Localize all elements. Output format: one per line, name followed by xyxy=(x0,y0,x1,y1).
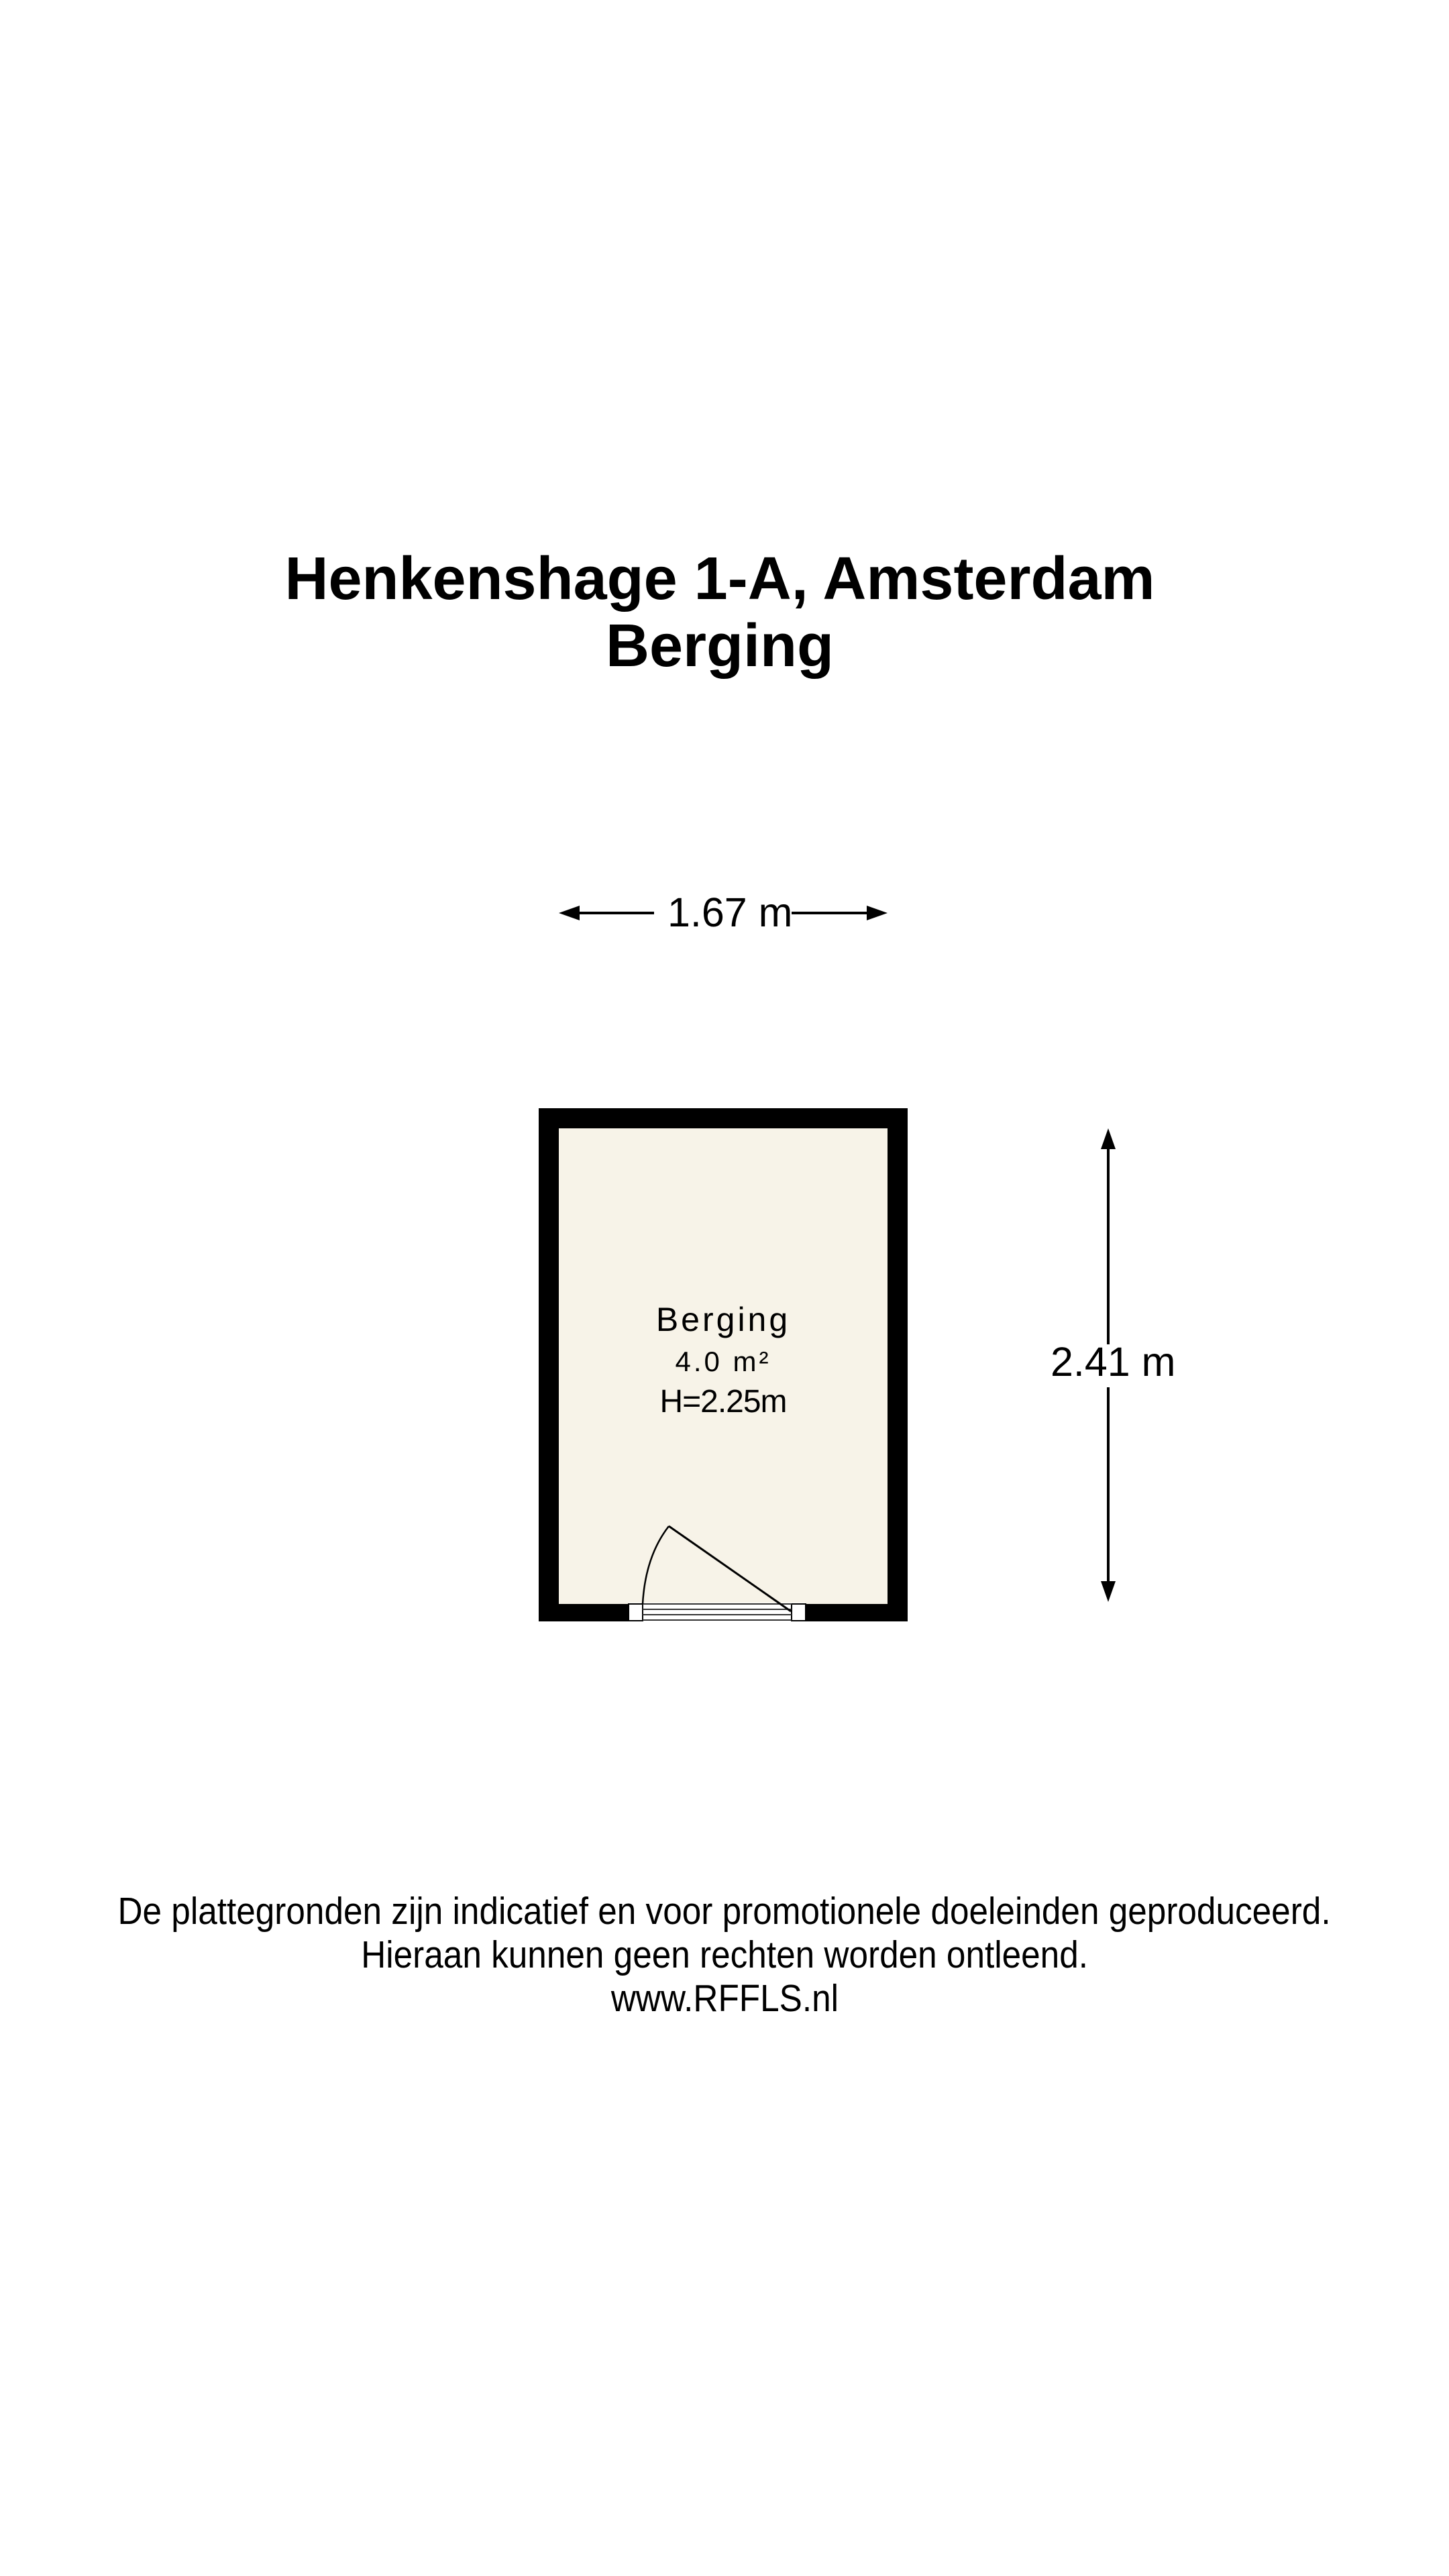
website-line xyxy=(0,1977,1449,2020)
floor-title: Berging xyxy=(605,612,834,680)
depth-dimension-label: 2.41 m xyxy=(1051,1339,1176,1385)
website-text: www.RFFLS.nl xyxy=(610,1977,839,2020)
disclaimer-text-1: De plattegronden zijn indicatief en voor promotionele doeleinden geproduceerd. xyxy=(117,1890,1332,1933)
address-title: Henkenshage 1-A, Amsterdam xyxy=(284,545,1155,612)
width-dimension-label: 1.67 m xyxy=(667,890,793,935)
disclaimer-text-2: Hieraan kunnen geen rechten worden ontleend. xyxy=(361,1933,1088,1976)
room-height-label: H=2.25m xyxy=(659,1384,787,1419)
room-area-label: 4.0 m² xyxy=(675,1346,771,1377)
room-name-label: Berging xyxy=(655,1301,791,1338)
disclaimer-line-2 xyxy=(0,1933,1449,1976)
disclaimer-line-1 xyxy=(0,1892,1449,1931)
